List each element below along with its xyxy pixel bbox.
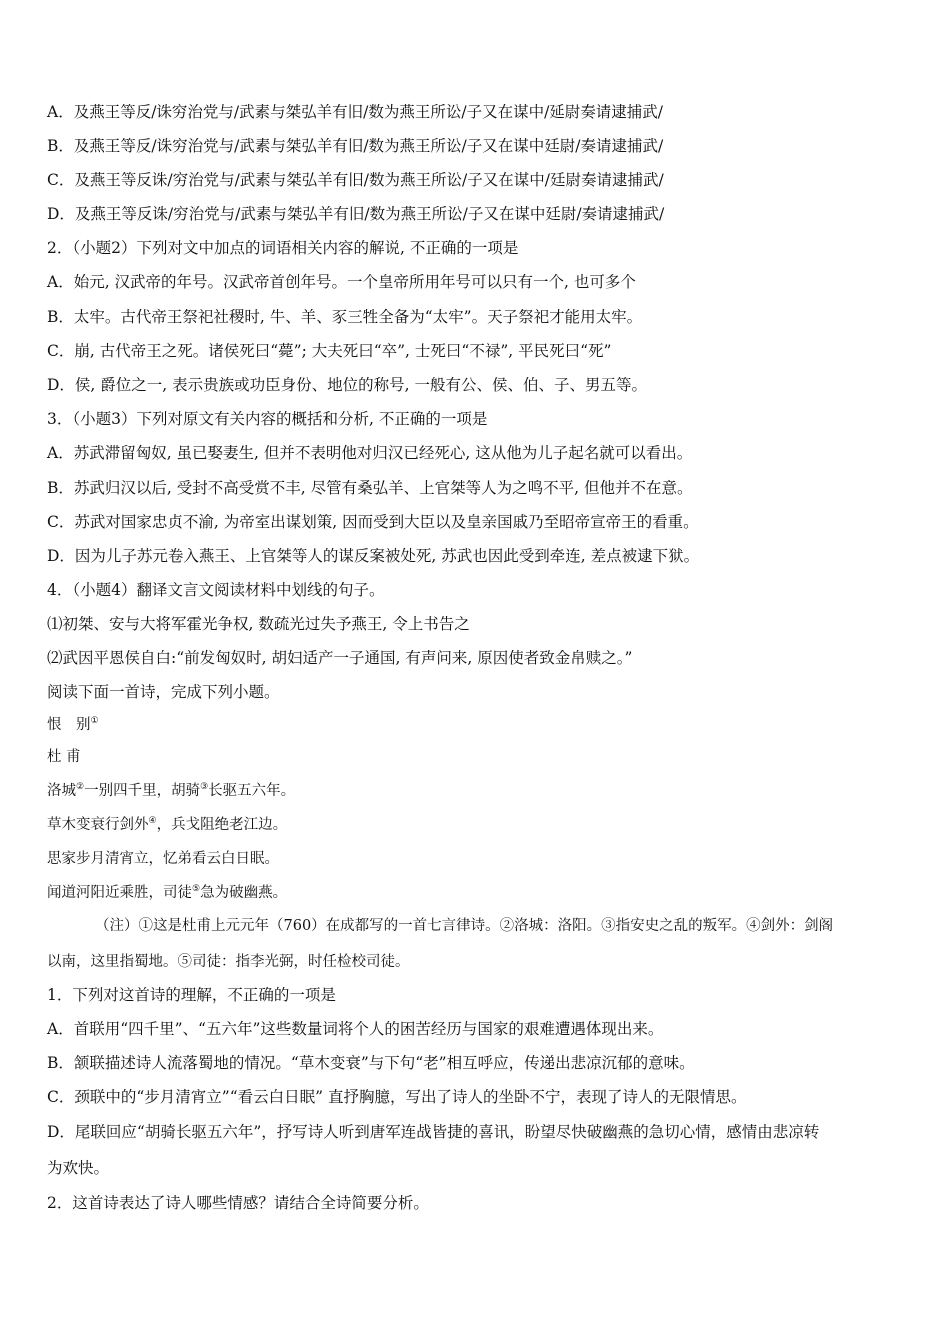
q1-option-a: A．及燕王等反/诛穷治党与/武素与桀弘羊有旧/数为燕王所讼/子又在谋中/延尉奏请逮捕武/ (47, 103, 664, 121)
q3-option-b: B．苏武归汉以后, 受封不高受赏不丰, 尽管有桑弘羊、上官桀等人为之鸣不平, 但他并不在意。 (47, 479, 693, 497)
poem-title-note: ① (90, 716, 99, 727)
poem-note-line-1: （注）①这是杜甫上元元年（760）在成都写的一首七言律诗。②洛城：洛阳。③指安史之乱的叛军。④剑外：剑阁 (95, 918, 834, 934)
poem-note-line-2: 以南，这里指蜀地。⑤司徒：指李光弼，时任检校司徒。 (47, 954, 410, 970)
p1-option-c: C．颈联中的“步月清宵立”“看云白日眠” 直抒胸臆，写出了诗人的坐卧不宁，表现了诗人的无限情思。 (47, 1088, 747, 1106)
q2-option-b: B．太牢。古代帝王祭祀社稷时, 牛、羊、豕三牲全备为“太牢”。天子祭祀才能用太牢。 (47, 308, 643, 326)
q2-stem: 2．（小题2）下列对文中加点的词语相关内容的解说, 不正确的一项是 (47, 239, 519, 257)
q1-option-b: B．及燕王等反/诛穷治党与/武素与桀弘羊有旧/数为燕王所讼/子又在谋中廷尉/奏请逮捕武/ (47, 137, 664, 155)
q3-option-d: D．因为儿子苏元卷入燕王、上官桀等人的谋反案被处死, 苏武也因此受到牵连, 差点被逮下狱。 (47, 547, 700, 565)
poem-author: 杜 甫 (47, 749, 81, 765)
q4-stem: 4．（小题4）翻译文言文阅读材料中划线的句子。 (47, 581, 385, 599)
poem-line-4: 闻道河阳近乘胜，司徒⑤急为破幽燕。 (47, 884, 288, 901)
p1-option-b: B．颔联描述诗人流落蜀地的情况。“草木变衰”与下句“老”相互呼应，传递出悲凉沉郁的意味。 (47, 1054, 695, 1072)
p1-option-d-line-1: D．尾联回应“胡骑长驱五六年”，抒写诗人听到唐军连战皆捷的喜讯，盼望尽快破幽燕的急切心情，感情由悲凉转 (47, 1123, 820, 1141)
q3-stem: 3．（小题3）下列对原文有关内容的概括和分析, 不正确的一项是 (47, 410, 488, 428)
q3-option-a: A．苏武滞留匈奴, 虽已娶妻生, 但并不表明他对归汉已经死心, 这从他为儿子起名就可以看出。 (47, 444, 693, 462)
q2-option-a: A．始元, 汉武帝的年号。汉武帝首创年号。一个皇帝所用年号可以只有一个, 也可多个 (47, 273, 636, 291)
poem-line-3: 思家步月清宵立，忆弟看云白日眠。 (47, 851, 279, 867)
poem-intro: 阅读下面一首诗，完成下列小题。 (47, 683, 280, 701)
q3-option-c: C．苏武对国家忠贞不渝, 为帝室出谋划策, 因而受到大臣以及皇亲国戚乃至昭帝宣帝王的看重。 (47, 513, 699, 531)
q4-item-1: ⑴初桀、安与大将军霍光争权, 数疏光过失予燕王, 令上书告之 (47, 615, 470, 633)
p1-option-a: A．首联用“四千里”、“五六年”这些数量词将个人的困苦经历与国家的艰难遭遇体现出来。 (47, 1020, 664, 1038)
q1-option-d: D．及燕王等反诛/穷治党与/武素与桀弘羊有旧/数为燕王所讼/子又在谋中廷尉/奏请逮捕武/ (47, 205, 665, 223)
p2-stem: 2．这首诗表达了诗人哪些情感？请结合全诗简要分析。 (47, 1194, 429, 1212)
p1-option-d-line-2: 为欢快。 (47, 1159, 110, 1177)
poem-title: 恨 别① (47, 716, 99, 733)
q4-item-2: ⑵武因平恩侯自白:“前发匈奴时, 胡妇适产一子通国, 有声问来, 原因使者致金帛赎之。” (47, 649, 633, 667)
q2-option-d: D．侯, 爵位之一, 表示贵族或功臣身份、地位的称号, 一般有公、侯、伯、子、男五等。 (47, 376, 647, 394)
p1-stem: 1．下列对这首诗的理解，不正确的一项是 (47, 986, 336, 1004)
poem-line-1: 洛城②一别四千里，胡骑③长驱五六年。 (47, 782, 296, 799)
poem-line-2: 草木变衰行剑外④，兵戈阻绝老江边。 (47, 816, 288, 833)
q1-option-c: C．及燕王等反诛/穷治党与/武素与桀弘羊有旧/数为燕王所讼/子又在谋中/廷尉奏请逮捕武/ (47, 171, 664, 189)
q2-option-c: C．崩, 古代帝王之死。诸侯死曰“薨”; 大夫死曰“卒”, 士死曰“不禄”, 平民死曰“死” (47, 342, 612, 360)
